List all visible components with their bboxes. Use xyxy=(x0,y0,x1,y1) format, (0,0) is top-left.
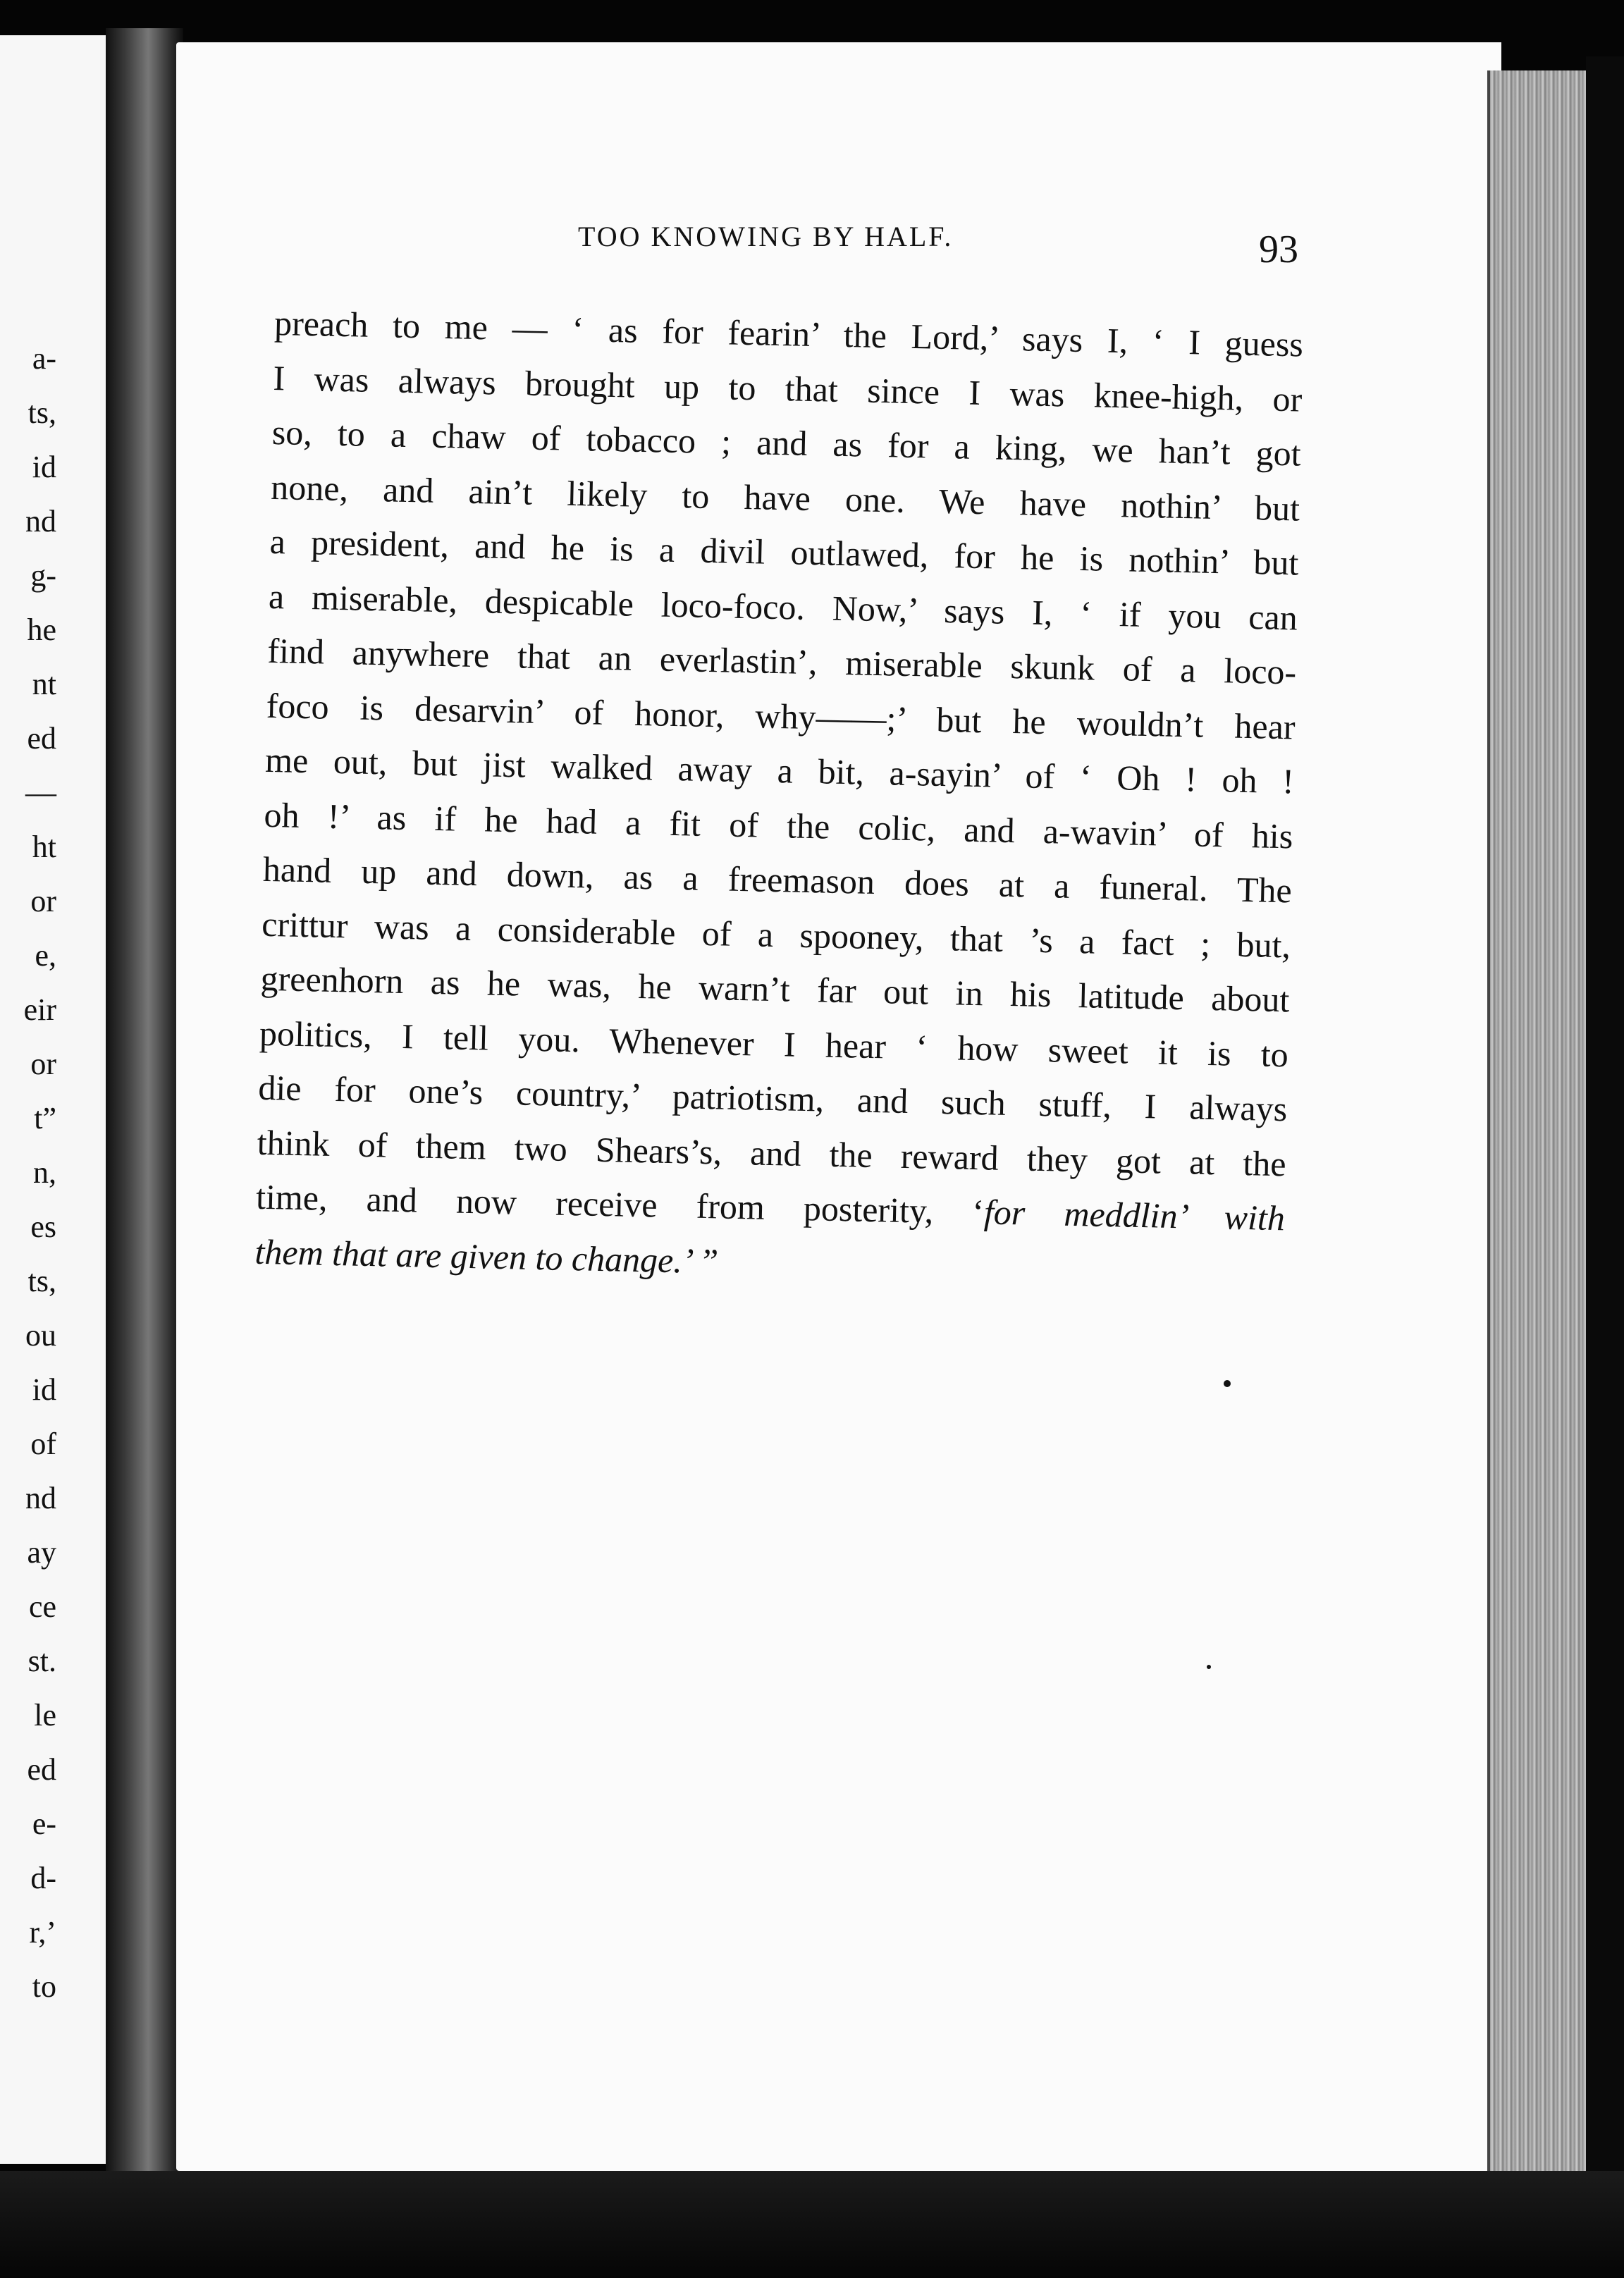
left-fragment: of xyxy=(30,1427,56,1461)
left-fragment: or xyxy=(30,884,56,918)
left-fragment: nd xyxy=(25,504,56,538)
left-fragment: e, xyxy=(35,938,56,973)
text-line-roman: time, and now receive from posterity, ‘ xyxy=(255,1176,985,1232)
left-fragment: — xyxy=(25,775,56,810)
left-fragment: or xyxy=(30,1047,56,1081)
scan-border-right xyxy=(1586,56,1624,2213)
left-fragment: id xyxy=(32,450,56,484)
left-fragment: ay xyxy=(27,1535,56,1570)
text-line: none, and ain’t likely to have one. We have nothin’ but xyxy=(270,467,1300,529)
text-line: a miserable, despicable loco-foco. Now,’ says I, ‘ if you can xyxy=(268,576,1298,637)
left-fragment: e- xyxy=(32,1806,56,1841)
book-gutter xyxy=(106,28,183,2185)
left-fragment: ts, xyxy=(27,1264,56,1298)
left-fragment: ht xyxy=(32,830,56,864)
page-edges xyxy=(1487,70,1596,2192)
left-fragment: eir xyxy=(23,992,56,1027)
text-line: find anywhere that an everlastin’, miserable skunk of a loco- xyxy=(266,630,1297,692)
left-fragment: d- xyxy=(30,1861,56,1895)
text-line: hand up and down, as a freemason does at a funeral. The xyxy=(262,849,1293,911)
left-fragment: le xyxy=(34,1698,56,1732)
left-fragment: g- xyxy=(30,558,56,593)
text-line: die for one’s country,’ patriotism, and such stuff, I always xyxy=(257,1067,1288,1129)
left-fragment: r,’ xyxy=(29,1915,56,1950)
text-line-italic: for meddlin’ with xyxy=(983,1192,1286,1238)
left-fragment: ou xyxy=(25,1318,56,1353)
left-fragment: ed xyxy=(27,721,56,756)
body-text xyxy=(254,296,1304,1300)
left-fragment: he xyxy=(27,612,56,647)
text-line: a president, and he is a divil outlawed, for he is nothin’ but xyxy=(269,521,1299,583)
text-line: I was always brought up to that since I was knee-high, or xyxy=(272,357,1303,419)
text-line: oh !’ as if he had a fit of the colic, and a-wavin’ of his xyxy=(264,794,1293,856)
left-fragment: st. xyxy=(27,1644,56,1678)
left-fragment: es xyxy=(30,1209,56,1244)
text-line: think of them two Shears’s, and the reward they got at the xyxy=(257,1122,1287,1183)
page-number: 93 xyxy=(1259,228,1298,271)
text-line: politics, I tell you. Whenever I hear ‘ how sweet it is to xyxy=(259,1013,1289,1074)
left-fragment: ce xyxy=(28,1589,56,1624)
left-fragment: nt xyxy=(32,667,56,701)
text-line: preach to me — ‘ as for fearin’ the Lord,’ says I, ‘ I guess xyxy=(273,302,1304,364)
left-fragment: n, xyxy=(33,1155,56,1190)
left-fragment: to xyxy=(32,1969,56,2004)
left-facing-page xyxy=(0,35,110,2164)
text-line: them that are given to change.’ ” xyxy=(254,1231,719,1281)
ink-speck xyxy=(1224,1380,1231,1387)
text-line: greenhorn as he was, he warn’t far out in his latitude about xyxy=(260,958,1290,1020)
text-line: me out, but jist walked away a bit, a-sayin’ of ‘ Oh ! oh ! xyxy=(264,739,1295,801)
left-fragment: a- xyxy=(32,341,56,376)
text-line: foco is desarvin’ of honor, why——;’ but he wouldn’t hear xyxy=(266,685,1296,746)
ink-speck xyxy=(1207,1665,1211,1669)
scan-border-bottom xyxy=(0,2171,1624,2278)
left-fragment: ed xyxy=(27,1752,56,1787)
left-page-text-fragments xyxy=(0,331,56,2014)
left-fragment: t” xyxy=(34,1101,56,1135)
running-head: TOO KNOWING BY HALF. xyxy=(578,221,954,252)
left-fragment: id xyxy=(32,1372,56,1407)
text-line: crittur was a considerable of a spooney, that ’s a fact ; but, xyxy=(261,904,1291,965)
left-fragment: nd xyxy=(25,1481,56,1515)
left-fragment: ts, xyxy=(27,395,56,430)
text-line: so, to a chaw of tobacco ; and as for a king, we han’t got xyxy=(271,412,1302,474)
